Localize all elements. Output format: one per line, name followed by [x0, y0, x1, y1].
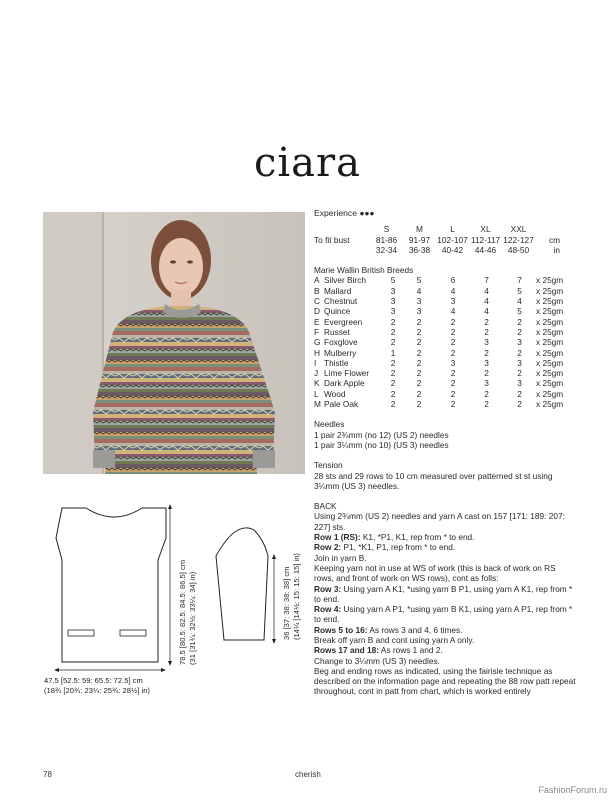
yarn-name: Evergreen: [324, 316, 363, 327]
back-instructions: [314, 511, 576, 696]
sleeve-length-label: 36 [37: 38: 38: 38] cm (14¼ [14½: 15: 15: 15] in): [282, 553, 301, 640]
pocket-right: [120, 630, 146, 636]
yarn-quantity: 2: [450, 368, 456, 379]
yarn-quantity: 3: [517, 337, 522, 348]
pattern-details: [314, 208, 576, 697]
yarn-quantity: 7: [517, 275, 522, 286]
yarn-quantity: 5: [517, 285, 522, 296]
yarn-letter: G: [314, 337, 321, 348]
photo-illustration: [43, 212, 305, 474]
yarn-quantity: 2: [390, 368, 396, 379]
yarn-quantity: 3: [416, 306, 422, 317]
yarn-quantity: 6: [450, 275, 456, 286]
yarn-unit: x 25gm: [536, 388, 564, 399]
yarn-quantity: 2: [390, 388, 396, 399]
yarn-quantity: 2: [450, 347, 456, 358]
tension-text: 28 sts and 29 rows to 10 cm measured over patterned st st using 3¼mm (US 3) needles.: [314, 470, 553, 491]
yarn-unit: x 25gm: [536, 347, 564, 358]
yarn-quantity: 2: [484, 316, 489, 327]
instruction-row-label: Rows 5 to 16:: [314, 624, 368, 635]
yarn-quantity: 5: [390, 275, 396, 286]
instruction-line: [314, 532, 576, 542]
instruction-line: [314, 542, 576, 552]
yarn-quantity: 2: [390, 337, 396, 348]
yarn-unit: x 25gm: [536, 368, 564, 379]
instruction-line: [314, 553, 576, 563]
yarn-name: Chestnut: [324, 296, 358, 307]
instruction-line: [314, 584, 576, 605]
instruction-text: Join in yarn B.: [314, 552, 367, 563]
yarn-unit: x 25gm: [536, 357, 564, 368]
yarn-quantity: 2: [517, 316, 522, 327]
instruction-line: [314, 645, 576, 655]
instruction-text: Beg and ending rows as indicated, using the fairisle technique as described on the information page and repeating the 88 row patt repeat throughout, cont in patt from chart, which is worked entirely: [314, 665, 576, 697]
yarn-quantity: 3: [450, 357, 456, 368]
yarn-quantity: 4: [450, 285, 456, 296]
yarn-quantity: 4: [484, 306, 489, 317]
yarn-quantity: 2: [416, 388, 422, 399]
yarn-quantity: 2: [416, 368, 422, 379]
yarn-quantity: 1: [390, 347, 396, 358]
yarn-quantity: 2: [390, 378, 396, 389]
yarn-quantity: 3: [390, 306, 396, 317]
yarn-quantity: 2: [416, 347, 422, 358]
yarn-name: Dark Apple: [324, 378, 365, 389]
yarn-letter: A: [314, 275, 320, 286]
yarn-name: Lime Flower: [324, 368, 370, 379]
yarn-quantity: 2: [416, 357, 422, 368]
yarn-letter: C: [314, 296, 320, 307]
yarn-quantity: 2: [390, 357, 396, 368]
yarn-quantity: 2: [484, 388, 489, 399]
yarn-quantity: 3: [450, 296, 456, 307]
experience-level: Experience ●●●: [314, 208, 375, 218]
instruction-text: Using yarn A K1, *using yarn B P1, using yarn A K1, rep from * to end.: [314, 583, 573, 604]
yarn-name: Russet: [324, 326, 350, 337]
yarn-quantity: 5: [517, 306, 522, 317]
instruction-row-label: Row 4:: [314, 604, 342, 615]
yarn-table: [314, 275, 576, 409]
experience-dots: ●●●: [359, 208, 375, 218]
back-title: BACK: [314, 501, 337, 512]
yarn-quantity: 2: [416, 337, 422, 348]
yarn-quantity: 3: [390, 296, 396, 307]
yarn-unit: x 25gm: [536, 306, 564, 317]
yarn-quantity: 2: [416, 326, 422, 337]
yarn-quantity: 2: [450, 378, 456, 389]
instruction-text: K1, *P1, K1, rep from * to end.: [360, 532, 475, 543]
yarn-quantity: 2: [517, 388, 522, 399]
page-number: 78: [43, 770, 52, 779]
yarn-letter: F: [314, 326, 320, 337]
yarn-letter: D: [314, 306, 320, 317]
yarn-letter: E: [314, 316, 320, 327]
yarn-quantity: 4: [484, 285, 489, 296]
yarn-name: Quince: [324, 306, 351, 317]
yarn-quantity: 2: [517, 399, 522, 410]
instruction-text: As rows 3 and 4, 6 times.: [367, 624, 463, 635]
instruction-row-label: Row 2:: [314, 542, 342, 553]
watermark: FashionForum.ru: [538, 785, 607, 795]
body-height-label: 78.5 [80.5: 82.5: 84.5: 86.5] cm (31 [31¾: 32½: 33¼: 34] in): [178, 559, 197, 665]
instruction-row-label: Rows 17 and 18:: [314, 645, 380, 656]
yarn-quantity: 2: [390, 326, 396, 337]
instruction-text: P1, *K1, P1, rep from * to end.: [341, 542, 456, 553]
yarn-unit: x 25gm: [536, 296, 564, 307]
instruction-line: [314, 511, 576, 532]
width-label: 47.5 [52.5: 59: 65.5: 72.5] cm (18¾ [20¾: 23¼: 25¾: 28½] in): [44, 676, 150, 695]
yarn-unit: x 25gm: [536, 316, 564, 327]
model-photo: [43, 212, 305, 474]
yarn-quantity: 2: [390, 316, 396, 327]
yarn-unit: x 25gm: [536, 378, 564, 389]
needles-line: 1 pair 3¼mm (no 10) (US 3) needles: [314, 439, 449, 450]
instruction-line: [314, 635, 576, 645]
instruction-row-label: Row 3:: [314, 583, 342, 594]
yarn-unit: x 25gm: [536, 285, 564, 296]
yarn-letter: H: [314, 347, 320, 358]
yarn-letter: B: [314, 285, 320, 296]
yarn-letter: K: [314, 378, 320, 389]
instruction-line: [314, 656, 576, 666]
yarn-quantity: 2: [484, 368, 489, 379]
pattern-title: ciara: [253, 140, 361, 186]
yarn-quantity: 2: [390, 399, 396, 410]
yarn-quantity: 3: [517, 357, 522, 368]
yarn-quantity: 3: [484, 378, 489, 389]
yarn-quantity: 3: [416, 296, 422, 307]
needles-title: Needles: [314, 419, 345, 430]
instruction-line: [314, 563, 576, 584]
yarn-name: Wood: [324, 388, 346, 399]
yarn-quantity: 7: [484, 275, 489, 286]
yarn-quantity: 4: [416, 285, 422, 296]
instruction-line: [314, 604, 576, 625]
yarn-quantity: 2: [416, 399, 422, 410]
tension-title: Tension: [314, 460, 343, 471]
instruction-text: Break off yarn B and cont using yarn A only.: [314, 634, 475, 645]
yarn-name: Silver Birch: [324, 275, 366, 286]
pocket-left: [68, 630, 94, 636]
yarn-quantity: 2: [517, 368, 522, 379]
instruction-line: [314, 625, 576, 635]
needles-line: 1 pair 2¾mm (no 12) (US 2) needles: [314, 429, 449, 440]
instruction-row-label: Row 1 (RS):: [314, 532, 361, 543]
yarn-quantity: 2: [484, 347, 489, 358]
yarn-quantity: 2: [450, 326, 456, 337]
sizes-table: S M L XL XXL To fit bust 81-86 91-97 102-107 112-117 122-127 cm 32-34 36-38 40-42 44-46 48-50 in: [314, 224, 560, 255]
yarn-quantity: 2: [416, 378, 422, 389]
yarn-quantity: 5: [416, 275, 422, 286]
yarn-quantity: 2: [517, 347, 522, 358]
yarn-quantity: 4: [484, 296, 489, 307]
instruction-text: As rows 1 and 2.: [379, 645, 443, 656]
yarn-quantity: 2: [450, 316, 456, 327]
yarn-name: Mulberry: [324, 347, 357, 358]
yarn-quantity: 3: [484, 357, 489, 368]
yarn-quantity: 2: [517, 326, 522, 337]
yarn-unit: x 25gm: [536, 337, 564, 348]
yarn-name: Thistle: [324, 357, 349, 368]
yarn-letter: M: [314, 399, 321, 410]
yarn-quantity: 4: [517, 296, 522, 307]
yarn-unit: x 25gm: [536, 275, 564, 286]
instruction-text: Keeping yarn not in use at WS of work (this is back of work on RS rows, and front of work on WS rows), cont as folls:: [314, 562, 556, 584]
yarn-quantity: 2: [484, 399, 489, 410]
sleeve-outline: [216, 528, 268, 640]
yarn-quantity: 3: [484, 337, 489, 348]
body-outline: [56, 508, 166, 662]
instruction-text: Change to 3¼mm (US 3) needles.: [314, 655, 440, 666]
yarn-quantity: 2: [416, 316, 422, 327]
instruction-text: Using 2¾mm (US 2) needles and yarn A cast on 157 [171: 189: 207: 227] sts.: [314, 511, 565, 532]
instruction-text: Using yarn A P1, *using yarn B K1, using yarn A P1, rep from * to end.: [314, 604, 573, 625]
yarn-letter: I: [314, 357, 317, 368]
yarn-letter: L: [314, 388, 319, 399]
yarn-quantity: 2: [450, 399, 456, 410]
yarn-quantity: 4: [450, 306, 456, 317]
yarn-quantity: 2: [450, 337, 456, 348]
yarn-name: Pale Oak: [324, 399, 359, 410]
magazine-name: cherish: [295, 770, 321, 779]
yarn-letter: J: [314, 368, 319, 379]
instruction-line: [314, 666, 576, 697]
yarn-quantity: 3: [390, 285, 396, 296]
yarn-name: Mallard: [324, 285, 352, 296]
yarn-quantity: 2: [484, 326, 489, 337]
yarn-quantity: 3: [517, 378, 522, 389]
yarn-name: Foxglove: [324, 337, 358, 348]
yarn-unit: x 25gm: [536, 326, 564, 337]
yarn-quantity: 2: [450, 388, 456, 399]
yarn-unit: x 25gm: [536, 399, 564, 410]
yarn-title: Marie Wallin British Breeds: [314, 265, 414, 276]
